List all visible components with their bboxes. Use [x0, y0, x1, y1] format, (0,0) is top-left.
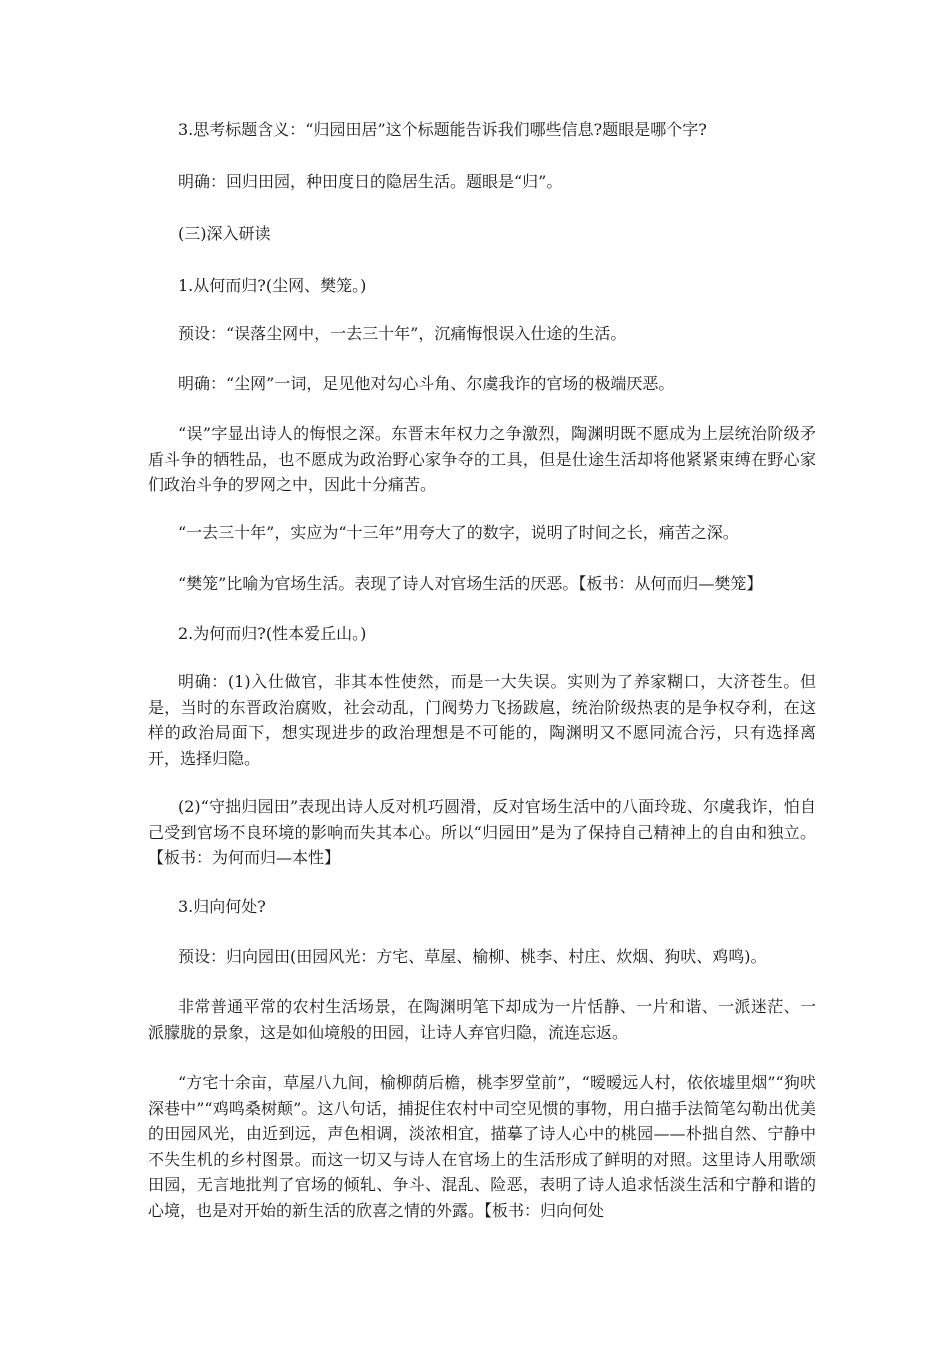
question-2-heading: 2.为何而归?(性本爱丘山。) — [178, 624, 367, 643]
paragraph-answer-2-part-2: (2)“守拙归园田”表现出诗人反对机巧圆滑，反对官场生活中的八面玲珑、尔虞我诈，怕自己受到官场不良环境的影响而失其本心。所以“归园田”是为了保持自己精神上的自由和独立。【板书：为何而归—本性】 — [148, 797, 816, 867]
paragraph-preset-3: 预设：归向园田(田园风光：方宅、草屋、榆柳、桃李、村庄、炊烟、狗吠、鸡鸣)。 — [178, 947, 767, 966]
paragraph-fanlong: “樊笼”比喻为官场生活。表现了诗人对官场生活的厌恶。【板书：从何而归—樊笼】 — [178, 574, 763, 593]
paragraph-thirty-years: “一去三十年”，实应为“十三年”用夸大了的数字，说明了时间之长，痛苦之深。 — [178, 523, 739, 542]
paragraph-poem-analysis: “方宅十余亩，草屋八九间，榆柳荫后檐，桃李罗堂前”，“暧暧远人村，依依墟里烟”“狗吠深巷中”“鸡鸣桑树颠”。这八句话，捕捉住农村中司空见惯的事物，用白描手法简笔勾勒出优美的田园风光，由近到远，声色相调，淡浓相宜，描摹了诗人心中的桃园——朴拙自然、宁静中不失生机的乡村图景。而这一切又与诗人在官场上的生活形成了鲜明的对照。这里诗人用歌颂田园，无言地批判了官场的倾轧、争斗、混乱、险恶，表明了诗人追求恬淡生活和宁静和谐的心境，也是对开始的新生活的欣喜之情的外露。【板书：归向何处 — [148, 1073, 816, 1220]
question-1-heading: 1.从何而归?(尘网、樊笼。) — [178, 276, 367, 295]
paragraph-answer-title: 明确：回归田园，种田度日的隐居生活。题眼是“归”。 — [178, 172, 563, 191]
paragraph-preset-1: 预设：“误落尘网中，一去三十年”，沉痛悔恨误入仕途的生活。 — [178, 324, 627, 343]
paragraph-scene-description: 非常普通平常的农村生活场景，在陶渊明笔下却成为一片恬静、一片和谐、一派迷茫、一派朦胧的景象，这是如仙境般的田园，让诗人弃官归隐，流连忘返。 — [148, 997, 816, 1042]
paragraph-wu-explanation: “误”字显出诗人的悔恨之深。东晋末年权力之争激烈，陶渊明既不愿成为上层统治阶级矛盾斗争的牺牲品，也不愿成为政治野心家争夺的工具，但是仕途生活却将他紧紧束缚在野心家们政治斗争的罗网之中，因此十分痛苦。 — [148, 424, 816, 494]
paragraph-title-meaning: 3.思考标题含义：“归园田居”这个标题能告诉我们哪些信息?题眼是哪个字? — [178, 120, 707, 139]
question-3-heading: 3.归向何处? — [178, 897, 266, 916]
paragraph-answer-1: 明确：“尘网”一词，足见他对勾心斗角、尔虞我诈的官场的极端厌恶。 — [178, 374, 675, 393]
section-heading-deep-reading: (三)深入研读 — [178, 224, 271, 243]
paragraph-answer-2-part-1: 明确：(1)入仕做官，非其本性使然，而是一大失误。实则为了养家糊口，大济苍生。但是，当时的东晋政治腐败，社会动乱，门阀势力飞扬跋扈，统治阶级热衷的是争权夺利，在这样的政治局面下，想实现进步的政治理想是不可能的，陶渊明又不愿同流合污，只有选择离开，选择归隐。 — [148, 672, 816, 768]
